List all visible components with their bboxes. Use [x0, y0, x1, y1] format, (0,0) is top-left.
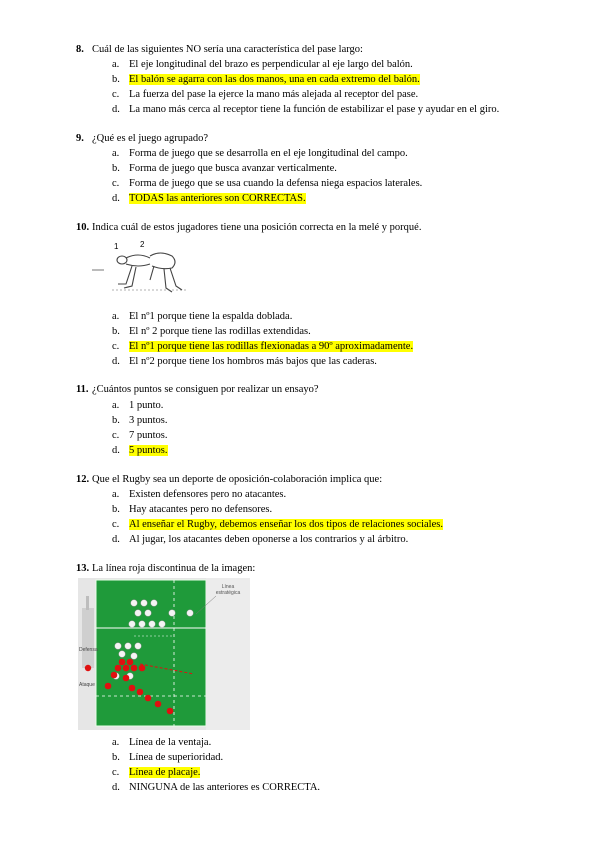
- rugby-field-diagram: [78, 578, 250, 730]
- option-11c[interactable]: c. 7 puntos.: [112, 430, 168, 441]
- option-text: Existen defensores pero no atacantes.: [129, 489, 287, 500]
- option-text: Hay atacantes pero no defensores.: [129, 504, 273, 515]
- option-9d[interactable]: d. TODAS las anteriores son CORRECTAS.: [112, 193, 306, 204]
- question-11: [76, 384, 319, 395]
- option-text: 1 punto.: [129, 400, 164, 411]
- option-text: La fuerza del pase la ejerce la mano más alejada al receptor del pase.: [129, 89, 419, 100]
- player-2-sketch: [150, 253, 182, 292]
- question-text: La línea roja discontinua de la imagen:: [92, 563, 256, 574]
- option-12c[interactable]: c. Al enseñar el Rugby, debemos enseñar los dos tipos de relaciones sociales.: [112, 519, 443, 530]
- player-2-label: 2: [140, 240, 145, 249]
- strategic-line-label-2: estratégica: [215, 590, 241, 596]
- question-8: [76, 44, 363, 55]
- option-8b[interactable]: b. El balón se agarra con las dos manos, una en cada extremo del balón.: [112, 74, 420, 85]
- option-text: La mano más cerca al receptor tiene la función de estabilizar el pase y ayudar en el giro.: [129, 104, 500, 115]
- question-number: 12.: [76, 474, 90, 485]
- stand-left: [82, 608, 94, 668]
- option-9a[interactable]: a. Forma de juego que se desarrolla en el eje longitudinal del campo.: [112, 148, 408, 159]
- reference-attacker-dot: [85, 665, 91, 671]
- option-text-highlighted: 5 puntos.: [129, 445, 168, 456]
- diagram-right-margin: [206, 578, 250, 730]
- option-10a[interactable]: a. El nº1 porque tiene la espalda doblada.: [112, 311, 293, 322]
- option-10d[interactable]: d. El nº2 porque tiene los hombros más bajos que las caderas.: [112, 356, 377, 367]
- option-12b[interactable]: b. Hay atacantes pero no defensores.: [112, 504, 273, 515]
- option-8a[interactable]: a. El eje longitudinal del brazo es perpendicular al eje largo del balón.: [112, 59, 413, 70]
- option-text: Al jugar, los atacantes deben oponerse a los contrarios y al árbitro.: [129, 534, 409, 545]
- question-13: [76, 563, 255, 574]
- player-1-sketch: [117, 255, 150, 288]
- option-text-highlighted: El balón se agarra con las dos manos, una en cada extremo del balón.: [129, 74, 420, 85]
- option-8d[interactable]: d. La mano más cerca al receptor tiene la función de estabilizar el pase y ayudar en el giro.: [112, 104, 500, 115]
- option-11d[interactable]: d. 5 puntos.: [112, 445, 168, 456]
- option-13c[interactable]: c. Línea de placaje.: [112, 767, 201, 778]
- strategic-line-label: Línea: [221, 584, 235, 590]
- option-text: El nº1 porque tiene la espalda doblada.: [129, 311, 293, 322]
- attack-label: Ataque: [79, 682, 95, 688]
- option-text: 7 puntos.: [129, 430, 168, 441]
- question-number: 8.: [76, 44, 84, 55]
- option-text: Línea de la ventaja.: [129, 737, 212, 748]
- question-9: [76, 133, 208, 144]
- option-10c[interactable]: c. El nº1 porque tiene las rodillas flexionadas a 90º aproximadamente.: [112, 341, 414, 352]
- question-number: 13.: [76, 563, 90, 574]
- defense-label: Defensa: [79, 647, 98, 653]
- question-text: Que el Rugby sea un deporte de oposición-colaboración implica que:: [92, 474, 383, 485]
- option-11b[interactable]: b. 3 puntos.: [112, 415, 168, 426]
- option-text: El eje longitudinal del brazo es perpendicular al eje largo del balón.: [129, 59, 413, 70]
- option-text: Forma de juego que se desarrolla en el eje longitudinal del campo.: [129, 148, 408, 159]
- option-text-highlighted: Al enseñar el Rugby, debemos enseñar los dos tipos de relaciones sociales.: [129, 519, 443, 530]
- option-13d[interactable]: d. NINGUNA de las anteriores es CORRECTA.: [112, 782, 321, 793]
- option-12d[interactable]: d. Al jugar, los atacantes deben oponerse a los contrarios y al árbitro.: [112, 534, 409, 545]
- player-1-label: 1: [114, 242, 119, 251]
- option-11a[interactable]: a. 1 punto.: [112, 400, 164, 411]
- option-text-highlighted: TODAS las anteriores son CORRECTAS.: [129, 193, 306, 204]
- option-text: 3 puntos.: [129, 415, 168, 426]
- option-text-highlighted: Línea de placaje.: [129, 767, 201, 778]
- scrum-players-figure: [92, 240, 192, 298]
- option-8c[interactable]: c. La fuerza del pase la ejerce la mano más alejada al receptor del pase.: [112, 89, 419, 100]
- question-text: ¿Qué es el juego agrupado?: [92, 133, 209, 144]
- option-text: Forma de juego que busca avanzar verticalmente.: [129, 163, 337, 174]
- option-13b[interactable]: b. Línea de superioridad.: [112, 752, 224, 763]
- option-text-highlighted: El nº1 porque tiene las rodillas flexionadas a 90º aproximadamente.: [129, 341, 414, 352]
- question-text: Cuál de las siguientes NO sería una característica del pase largo:: [92, 44, 363, 55]
- question-12: [76, 474, 382, 485]
- option-10b[interactable]: b. El nº 2 porque tiene las rodillas extendidas.: [112, 326, 311, 337]
- option-text: NINGUNA de las anteriores es CORRECTA.: [129, 782, 321, 793]
- option-text: Forma de juego que se usa cuando la defensa niega espacios laterales.: [129, 178, 423, 189]
- post-left: [86, 596, 89, 610]
- question-number: 11.: [76, 384, 89, 395]
- question-number: 10.: [76, 222, 90, 233]
- option-12a[interactable]: a. Existen defensores pero no atacantes.: [112, 489, 287, 500]
- option-text: El nº2 porque tiene los hombros más bajos que las caderas.: [129, 356, 377, 367]
- question-10: [76, 222, 421, 233]
- option-text: El nº 2 porque tiene las rodillas extendidas.: [129, 326, 311, 337]
- option-9c[interactable]: c. Forma de juego que se usa cuando la defensa niega espacios laterales.: [112, 178, 423, 189]
- question-number: 9.: [76, 133, 84, 144]
- option-9b[interactable]: b. Forma de juego que busca avanzar verticalmente.: [112, 163, 337, 174]
- option-text: Línea de superioridad.: [129, 752, 224, 763]
- question-text: ¿Cuántos puntos se consiguen por realizar un ensayo?: [92, 384, 319, 395]
- option-13a[interactable]: a. Línea de la ventaja.: [112, 737, 212, 748]
- question-text: Indica cuál de estos jugadores tiene una posición correcta en la melé y porqué.: [92, 222, 422, 233]
